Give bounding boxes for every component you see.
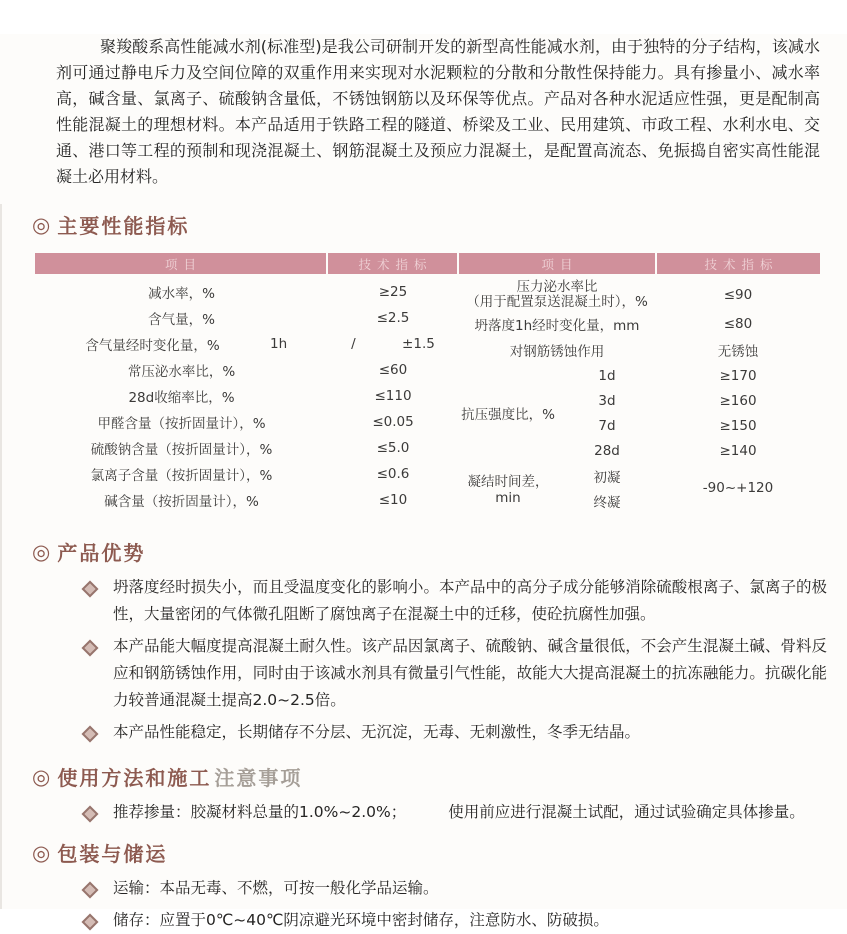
intro-paragraph: 聚羧酸系高性能减水剂(标准型)是我公司研制开发的新型高性能减水剂，由于独特的分子结构，该减水剂可通过静电斥力及空间位障的双重作用来实现对水泥颗粒的分散和分散性保持能力。具有掺量小、减水率高，碱含量、氯离子、硫酸钠含量低，不锈蚀钢筋以及环保等优点。产品对各种水泥适应性强，更是配制高性能混凝土的理想材料。本产品适用于铁路工程的隧道、桥梁及工业、民用建筑、市政工程、水利水电、交通、港口等工程的预制和现浇混凝土、钢筋混凝土及预应力混凝土，是配置高流态、免振捣自密实高性能混凝土必用材料。	[56, 37, 820, 186]
bullseye-marker-icon: ◎	[32, 539, 51, 564]
section-title-text: 使用方法和施工	[57, 766, 212, 790]
initial-set-label: 初凝	[593, 469, 621, 486]
item-label: 硫酸钠含量（按折固量计），%	[90, 442, 273, 458]
section-title-text: 主要性能指标	[57, 214, 190, 238]
item-label	[458, 280, 656, 310]
table-row	[35, 279, 458, 305]
section-title-usage	[32, 762, 847, 791]
bullseye-marker-icon: ◎	[32, 840, 51, 865]
final-set-label: 终凝	[593, 494, 621, 511]
table-header-spec-left: 技术指标	[328, 253, 457, 274]
table-row	[458, 337, 820, 363]
spec-value: ≤90	[723, 287, 753, 303]
spec-value: ±1.5	[402, 336, 435, 352]
spec-value: ≤80	[723, 316, 753, 332]
table-row	[458, 311, 820, 337]
spec-slash: /	[351, 336, 356, 352]
advantages-list	[84, 574, 827, 746]
diamond-bullet-icon	[82, 581, 99, 598]
dosage-text: 推荐掺量：胶凝材料总量的1.0%~2.0%；	[113, 803, 407, 821]
item-label: 减水率，%	[148, 286, 215, 302]
item-sub-label: 1h	[270, 336, 288, 352]
table-row	[35, 383, 458, 409]
list-item	[84, 875, 827, 902]
transport-text: 运输：本品无毒、不燃，可按一般化学品运输。	[113, 879, 439, 897]
table-row	[35, 409, 458, 435]
item-label-line1: 压力泌水率比	[516, 279, 598, 295]
diamond-bullet-icon	[82, 640, 99, 657]
table-header-row	[35, 253, 820, 274]
table-row	[458, 279, 820, 311]
spec-value: ≤60	[378, 362, 408, 378]
strength-ratio-group	[458, 363, 820, 463]
item-label: 常压泌水率比，%	[127, 364, 236, 380]
section-title-text: 产品优势	[57, 541, 146, 565]
table-row	[35, 487, 458, 513]
list-item	[84, 633, 827, 714]
item-label: 氯离子含量（按折固量计），%	[90, 468, 273, 484]
list-item-text: 本产品性能稳定，长期储存不分层、无沉淀，无毒、无刺激性，冬季无结晶。	[113, 723, 641, 741]
bullseye-marker-icon: ◎	[32, 212, 51, 237]
item-label: 凝结时间差，min	[467, 474, 549, 506]
performance-table	[35, 253, 820, 513]
storage-text: 储存：应置于0℃~40℃阴凉避光环境中密封储存，注意防水、防破损。	[113, 911, 609, 929]
age-label: 28d	[594, 442, 620, 459]
table-row	[35, 435, 458, 461]
item-label: 28d收缩率比，%	[128, 390, 235, 406]
list-item	[84, 719, 827, 746]
list-item-text: 本产品能大幅度提高混凝土耐久性。该产品因氯离子、硫酸钠、碱含量很低，不会产生混凝土碱、骨料反应和钢筋锈蚀作用，同时由于该减水剂具有微量引气性能，故能大大提高混凝土的抗冻融能力。抗碳化能力较普通混凝土提高2.0~2.5倍。	[113, 637, 827, 709]
spec-value: ≤2.5	[376, 310, 410, 326]
list-item	[84, 574, 827, 628]
item-label: 含气量，%	[148, 312, 215, 328]
item-label-group	[35, 334, 328, 354]
spec-value: ≤5.0	[376, 440, 410, 456]
spec-value: 无锈蚀	[717, 344, 759, 360]
usage-list	[84, 799, 827, 826]
spec-value: ≥150	[719, 417, 757, 434]
age-sub-column	[558, 363, 656, 463]
diamond-bullet-icon	[82, 914, 99, 931]
spec-value: ≤10	[378, 492, 408, 508]
bullseye-marker-icon: ◎	[32, 764, 51, 789]
item-label: 碱含量（按折固量计），%	[104, 494, 259, 510]
item-label: 坍落度1h经时变化量，mm	[474, 318, 640, 334]
spec-value: -90~+120	[702, 480, 774, 496]
table-row	[35, 305, 458, 331]
spec-value: ≥25	[378, 284, 408, 300]
diamond-bullet-icon	[82, 726, 99, 743]
table-row	[35, 357, 458, 383]
age-label: 1d	[598, 367, 616, 384]
section-title-packaging	[32, 838, 847, 867]
item-label: 对钢筋锈蚀作用	[509, 344, 605, 360]
diamond-bullet-icon	[82, 806, 99, 823]
table-header-item-right: 项目	[459, 253, 655, 274]
table-header-item-left: 项目	[35, 253, 326, 274]
spec-value: ≥140	[719, 442, 757, 459]
table-body	[35, 279, 820, 513]
strength-values-column	[656, 363, 820, 463]
table-right-half	[458, 279, 820, 513]
table-row	[35, 461, 458, 487]
item-label: 含气量经时变化量，%	[85, 338, 220, 354]
spec-value: ≤110	[374, 388, 412, 404]
packaging-list	[84, 875, 827, 934]
section-title-advantages	[32, 537, 847, 566]
section-title-text: 包装与储运	[57, 842, 168, 866]
document-page	[0, 34, 847, 929]
item-label: 抗压强度比，%	[461, 407, 555, 423]
table-left-half	[35, 279, 458, 513]
spec-value: ≤0.05	[372, 414, 414, 430]
section-title-faded-text: 注意事项	[214, 766, 303, 790]
section-title-performance	[32, 210, 847, 239]
setting-time-group	[458, 463, 820, 513]
spec-value: ≤0.6	[376, 466, 410, 482]
list-item-text: 坍落度经时损失小，而且受温度变化的影响小。本产品中的高分子成分能够消除硫酸根离子、氯离子的极性，大量密闭的气体微孔阻断了腐蚀离子在混凝土中的迁移，使砼抗腐性加强。	[113, 578, 827, 623]
diamond-bullet-icon	[82, 882, 99, 899]
item-label-line2: （用于配置泵送混凝土时），%	[466, 294, 648, 310]
age-label: 3d	[598, 392, 616, 409]
trial-mix-note-text: 使用前应进行混凝土试配，通过试验确定具体掺量。	[448, 803, 805, 821]
spec-value-group	[328, 336, 458, 352]
table-header-spec-right: 技术指标	[657, 253, 820, 274]
item-label: 甲醛含量（按折固量计），%	[97, 416, 266, 432]
spec-value: ≥170	[719, 367, 757, 384]
table-row	[35, 331, 458, 357]
list-item	[84, 799, 827, 826]
spec-value: ≥160	[719, 392, 757, 409]
age-label: 7d	[598, 417, 616, 434]
list-item	[84, 907, 827, 934]
setting-sub-column	[558, 463, 656, 513]
scan-edge-line	[0, 204, 2, 909]
